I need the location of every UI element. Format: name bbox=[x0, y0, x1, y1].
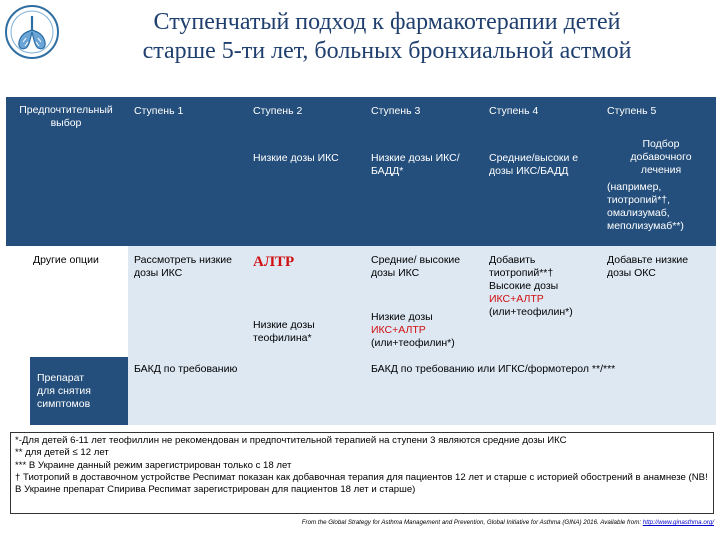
other-options-label: Другие опции bbox=[33, 254, 99, 266]
other-step-4 bbox=[486, 252, 598, 321]
other-step-4-red: ИКС+АЛТР bbox=[489, 293, 544, 305]
header-preferred: Предпочтительный выбор bbox=[19, 104, 113, 129]
footnote: *** В Украине данный режим зарегистрирован только с 18 лет bbox=[15, 459, 292, 471]
other-step-1: Рассмотреть низкие дозы ИКС bbox=[134, 254, 232, 279]
other-step-5: Добавьте низкие дозы ОКС bbox=[607, 254, 689, 279]
preferred-step-3: Низкие дозы ИКС/БАДД* bbox=[371, 152, 460, 177]
other-step-3-bottom bbox=[368, 309, 480, 352]
other-step-3-bottom-line1: Низкие дозы bbox=[371, 311, 433, 323]
footnote: † Тиотропий в доставочном устройстве Респимат показан как добавочная терапия для пациентов 12 лет и старше с историей обострений в анамнезе (NB! В Украине препарат Спирива Респимат зарегистрирован для пациентов 18 лет и старше) bbox=[15, 471, 708, 496]
title-line-2: старше 5-ти лет, больных бронхиальной астмой bbox=[142, 38, 632, 64]
preferred-step-2: Низкие дозы ИКС bbox=[253, 152, 339, 164]
header-step-3: Ступень 3 bbox=[371, 105, 421, 117]
footnote: *-Для детей 6-11 лет теофиллин не рекомендован и предпочтительной терапией на ступени 3 являются средние дозы ИКС bbox=[15, 435, 567, 446]
header-step-5: Ступень 5 bbox=[607, 105, 657, 117]
header-step-4: Ступень 4 bbox=[489, 105, 539, 117]
preferred-step-5-sub: (например, тиотропий*†, омализумаб, меполизумаб**) bbox=[607, 181, 684, 232]
other-step-3-bottom-line3: (или+теофилин*) bbox=[371, 337, 455, 349]
other-step-2-bottom: Низкие дозы теофилина* bbox=[253, 319, 315, 344]
preferred-step-4: Средние/высоки е дозы ИКС/БАДД bbox=[489, 152, 579, 177]
other-step-4-line2: Высокие дозы bbox=[489, 280, 559, 292]
source-link[interactable]: http://www.ginasthma.org/ bbox=[642, 519, 714, 526]
reliever-steps-3-5: БАКД по требованию или ИГКС/формотерол **/*** bbox=[371, 363, 616, 375]
page-title bbox=[62, 8, 712, 66]
source-citation bbox=[200, 519, 714, 526]
other-step-3-bottom-red: ИКС+АЛТР bbox=[371, 324, 426, 336]
other-step-4-line4: (или+теофилин*) bbox=[489, 306, 573, 318]
header-step-2: Ступень 2 bbox=[253, 105, 303, 117]
reliever-label: Препарат для снятия симптомов bbox=[37, 372, 91, 410]
header-step-1: Ступень 1 bbox=[134, 105, 184, 117]
lungs-logo-icon bbox=[4, 4, 60, 60]
reliever-steps-1-2: БАКД по требованию bbox=[134, 363, 238, 375]
source-text: From the Global Strategy for Asthma Management and Prevention, Global Initiative for Asthma (GINA) 2016. Available from: bbox=[301, 519, 643, 526]
preferred-step-5-main: Подбор добавочного лечения bbox=[630, 138, 692, 176]
footnote: ** для детей ≤ 12 лет bbox=[15, 447, 109, 459]
other-step-3-top: Средние/ высокие дозы ИКС bbox=[371, 254, 461, 279]
title-line-1: Ступенчатый подход к фармакотерапии детей bbox=[153, 9, 621, 35]
footnotes-box bbox=[10, 432, 714, 514]
other-step-2-altr: АЛТР bbox=[253, 254, 295, 270]
other-step-4-line1: Добавить тиотропий**† bbox=[489, 254, 554, 279]
